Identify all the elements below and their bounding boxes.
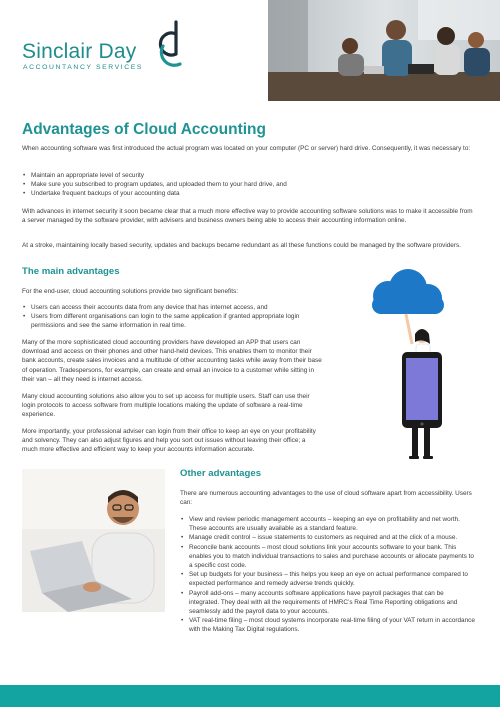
intro-paragraph: When accounting software was first introduced the actual program was located on your computer (PC or server) hard drive. Consequently, it was necessary to: [22, 145, 471, 152]
list-item: • Make sure you subscribed to program updates, and uploaded them to your hard drive, and [22, 180, 477, 189]
list-item: • VAT real-time filing – most cloud systems incorporate real-time filing of your VAT return in accordance with the Making Tax Digital regulations. [180, 616, 475, 634]
page-title: Advantages of Cloud Accounting [22, 121, 266, 138]
other-paragraph: There are numerous accounting advantages to the use of cloud software apart from accessibility. Users can: [180, 490, 472, 507]
section-heading-main: The main advantages [22, 266, 120, 277]
intro-paragraph: At a stroke, maintaining locally based security, updates and backups became redundant as all these functions could be managed by the software providers. [22, 242, 461, 249]
list-item: • Set up budgets for your business – this helps you keep an eye on actual performance compared to expected performance and remedy adverse trends quickly. [180, 570, 475, 588]
woman-holding-cloud-and-tablet-illustration [336, 268, 476, 463]
main-paragraph: Many cloud accounting solutions also allow you to set up access for multiple users. Staff can use their login protocols to access software from multiple locations making the update of software a real-time experience. [22, 393, 310, 419]
intro-bullet-list [22, 171, 477, 199]
list-item: • Manage credit control – issue statements to customers as required and at the click of a mouse. [180, 533, 475, 542]
list-item: • Undertake frequent backups of your accounting data [22, 189, 477, 198]
company-logo [22, 20, 192, 80]
list-item: • Reconcile bank accounts – most cloud solutions link your accounts software to your bank. This enables you to match individual transactions to sales and purchase accounts or allocate payments to a specific cost code. [180, 543, 475, 571]
logo-tagline: ACCOUNTANCY SERVICES [23, 64, 144, 71]
main-paragraph: Many of the more sophisticated cloud accounting providers have developed an APP that users can download and access on their phones and other hand-held devices. This enables them to monitor their bank accounts, create sales invoices and a multitude of other accounting tasks while away from their base of operation. Tradespersons, for example, can create and email an invoice to a customer while sitting in their van – all they need is internet access. [22, 339, 322, 383]
list-item: • Users can access their accounts data from any device that has internet access, and [22, 303, 322, 312]
list-item: • Users from different organisations can login to the same application if granted appropriate login permissions and see the same information in real time. [22, 312, 322, 330]
intro-paragraph: With advances in internet security it soon became clear that a much more effective way to provide accounting software solutions was to make it accessible from a server managed by the software provider, with advisers and business owners being able to access their accounting information online. [22, 208, 473, 225]
other-bullet-list [180, 515, 475, 635]
man-with-laptop-photo [22, 469, 165, 612]
cd-monogram-icon [152, 20, 188, 68]
main-paragraph: For the end-user, cloud accounting solutions provide two significant benefits: [22, 288, 238, 295]
section-heading-other: Other advantages [180, 468, 262, 479]
list-item: • View and review periodic management accounts – keeping an eye on profitability and net worth. These accounts are usually available as a standard feature. [180, 515, 475, 533]
logo-name: Sinclair Day [22, 40, 137, 63]
cloud-icon [372, 269, 444, 314]
main-paragraph: More importantly, your professional adviser can login from their office to keep an eye on your profitability and solvency. They can also adjust figures and help you sort out issues without leaving their office; a much more effective and efficient way to keep your accounts information accurate. [22, 428, 316, 454]
list-item: • Maintain an appropriate level of security [22, 171, 477, 180]
list-item: • Payroll add-ons – many accounts software applications have payroll packages that can be integrated. They deal with all the requirements of HMRC’s Real Time Reporting obligations and seamlessly add the payroll data to your accounts. [180, 589, 475, 617]
main-bullet-list [22, 303, 322, 331]
footer-band [0, 685, 500, 707]
office-meeting-photo [268, 0, 500, 101]
